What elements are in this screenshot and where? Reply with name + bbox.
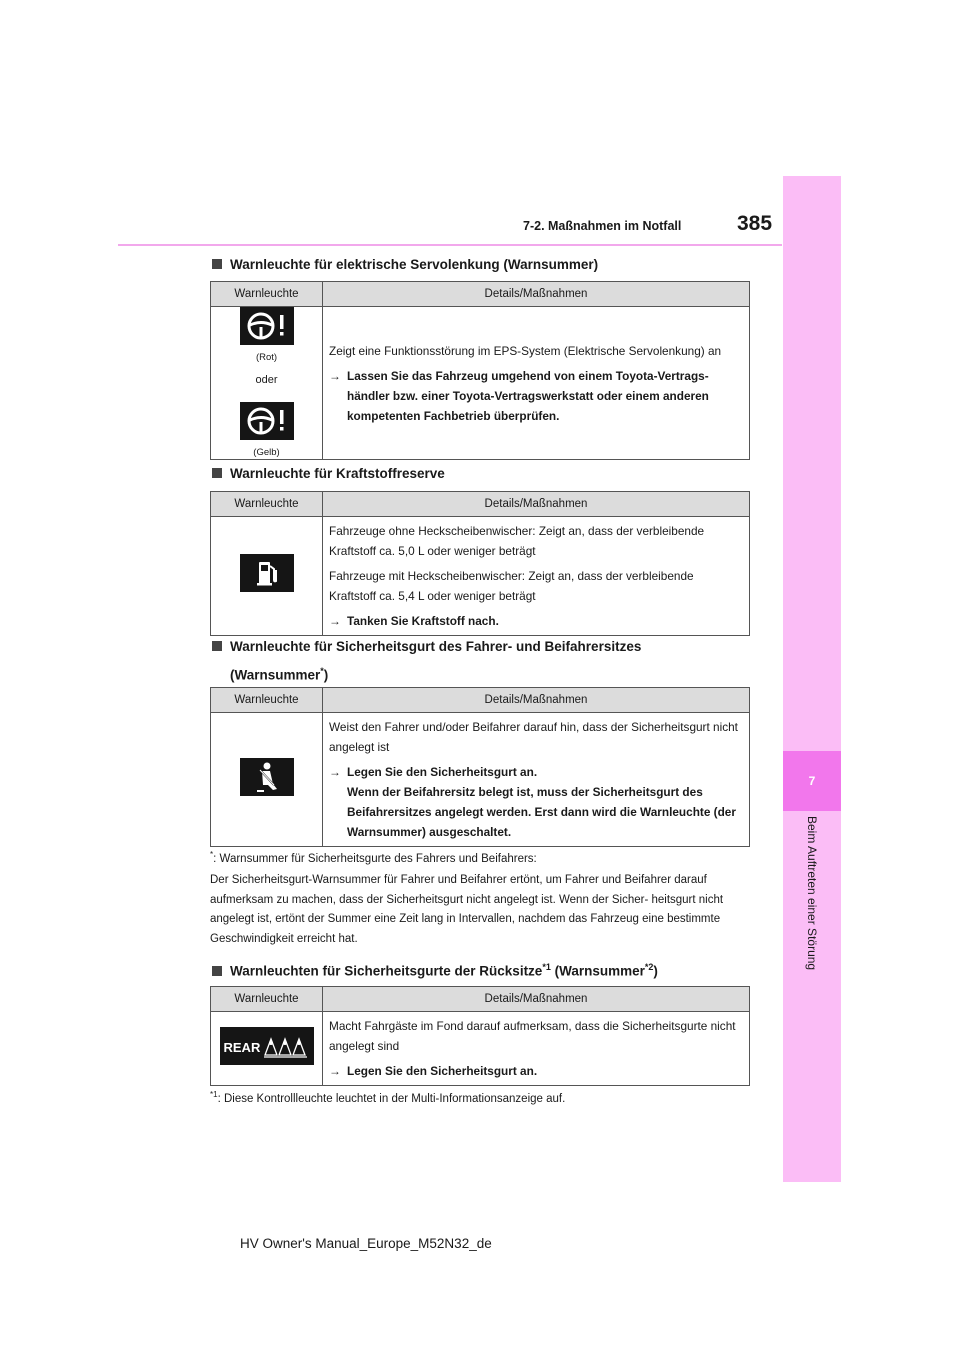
fuel-pump-icon — [240, 554, 294, 592]
table-front-seatbelt — [210, 687, 750, 847]
col-header-details: Details/Maßnahmen — [323, 987, 750, 1012]
rear-label: REAR — [223, 1039, 261, 1055]
seatbelt-paragraph: Der Sicherheitsgurt-Warnsummer für Fahrer und Beifahrer ertönt, um Fahrer und Beifahrer darauf aufmerksam zu machen, dass der Sicherheitsgurt nicht angelegt ist. Wenn der Sicher- heitsgurt nicht angelegt ist, ertönt der Summer eine Zeit lang in Intervallen, nachdem das Fahrzeug eine bestimmte Geschwindigkeit erreicht hat. — [210, 874, 724, 945]
table-row — [211, 307, 750, 460]
chapter-label: Beim Auftreten einer Störung — [805, 816, 819, 971]
col-header-warnleuchte: Warnleuchte — [211, 987, 323, 1012]
heading-power-steering: Warnleuchte für elektrische Servolenkung (Warnsummer) — [212, 252, 598, 277]
arrow-right-icon: → — [329, 765, 341, 779]
arrow-right-icon: → — [329, 368, 341, 383]
heading-rear-seatbelt: Warnleuchten für Sicherheitsgurte der Rücksitze$^{*1}$ (Warnsummer$^{*2}$) — [212, 955, 658, 984]
details-cell — [323, 713, 750, 847]
table-power-steering — [210, 281, 750, 460]
arrow-right-icon: → — [329, 1064, 341, 1078]
footnote-1: $^{*1}$: Diese Kontrollleuchte leuchtet in der Multi-Informationsanzeige auf. — [210, 1090, 566, 1105]
icon-cell — [211, 517, 323, 636]
action-text: → Lassen Sie das Fahrzeug umgehend von einem Toyota-Vertrags- händler bzw. einer Toyota-Vertragswerkstatt oder einem anderen kompetenten Fachbetrieb überprüfen. — [329, 366, 743, 426]
or-label: oder — [255, 374, 278, 386]
seatbelt-icon — [240, 758, 294, 796]
table-row — [211, 1012, 750, 1086]
icon-cell — [211, 1012, 323, 1086]
table-row — [211, 517, 750, 636]
action-text: → Tanken Sie Kraftstoff nach. — [329, 611, 743, 631]
detail-text: Fahrzeuge mit Heckscheibenwischer: Zeigt an, dass der verbleibende Kraftstoff ca. 5,4 L oder weniger beträgt — [329, 569, 694, 603]
page-number: 385 — [737, 212, 773, 235]
square-bullet-icon — [212, 641, 222, 651]
square-bullet-icon — [212, 259, 222, 269]
col-header-details: Details/Maßnahmen — [323, 282, 750, 307]
icon-cell — [211, 307, 323, 460]
header-rule — [118, 244, 782, 246]
table-fuel-reserve — [210, 491, 750, 636]
col-header-details: Details/Maßnahmen — [323, 492, 750, 517]
table-header-row — [211, 282, 750, 307]
footnote-star: *: Warnsummer für Sicherheitsgurte des Fahrers und Beifahrers: — [210, 850, 537, 865]
table-header-row — [211, 492, 750, 517]
rear-seatbelt-icon — [220, 1027, 314, 1065]
heading-fuel-reserve: Warnleuchte für Kraftstoffreserve — [212, 461, 445, 486]
square-bullet-icon — [212, 468, 222, 478]
details-cell — [323, 517, 750, 636]
heading-front-seatbelt: Warnleuchte für Sicherheitsgurt des Fahrer- und Beifahrersitzes (Warnsummer*) — [212, 634, 641, 688]
details-cell — [323, 1012, 750, 1086]
footer-document-id: HV Owner's Manual_Europe_M52N32_de — [240, 1236, 492, 1251]
caption-red: (Rot) — [255, 352, 278, 363]
col-header-warnleuchte: Warnleuchte — [211, 688, 323, 713]
chapter-number: 7 — [783, 751, 841, 811]
section-header: 7-2. Maßnahmen im Notfall — [523, 219, 682, 233]
table-row — [211, 713, 750, 847]
detail-text: Macht Fahrgäste im Fond darauf aufmerksam, dass die Sicherheitsgurte nicht angelegt sind — [329, 1019, 736, 1053]
table-rear-seatbelt — [210, 986, 750, 1086]
power-steering-warning-icon — [240, 307, 294, 345]
detail-text: Fahrzeuge ohne Heckscheibenwischer: Zeigt an, dass der verbleibende Kraftstoff ca. 5,0 L oder weniger beträgt — [329, 524, 705, 558]
action-text: → Legen Sie den Sicherheitsgurt an. Wenn der Beifahrersitz belegt ist, muss der Sicherheitsgurt des Beifahrersitzes angelegt werden. Erst dann wird die Warnleuchte (der Warnsummer) ausgeschaltet. — [329, 762, 743, 842]
detail-text: Weist den Fahrer und/oder Beifahrer darauf hin, dass der Sicherheitsgurt nicht angelegt ist — [329, 720, 738, 754]
action-text: → Legen Sie den Sicherheitsgurt an. — [329, 1061, 743, 1081]
power-steering-warning-icon — [240, 402, 294, 440]
caption-yellow: (Gelb) — [253, 447, 280, 458]
detail-text: Zeigt eine Funktionsstörung im EPS-System (Elektrische Servolenkung) an — [329, 343, 722, 358]
table-header-row — [211, 688, 750, 713]
square-bullet-icon — [212, 966, 222, 976]
col-header-warnleuchte: Warnleuchte — [211, 492, 323, 517]
col-header-details: Details/Maßnahmen — [323, 688, 750, 713]
arrow-right-icon: → — [329, 614, 341, 628]
icon-cell — [211, 713, 323, 847]
details-cell — [323, 307, 750, 460]
table-header-row — [211, 987, 750, 1012]
col-header-warnleuchte: Warnleuchte — [211, 282, 323, 307]
chapter-side-tab — [783, 176, 841, 1182]
